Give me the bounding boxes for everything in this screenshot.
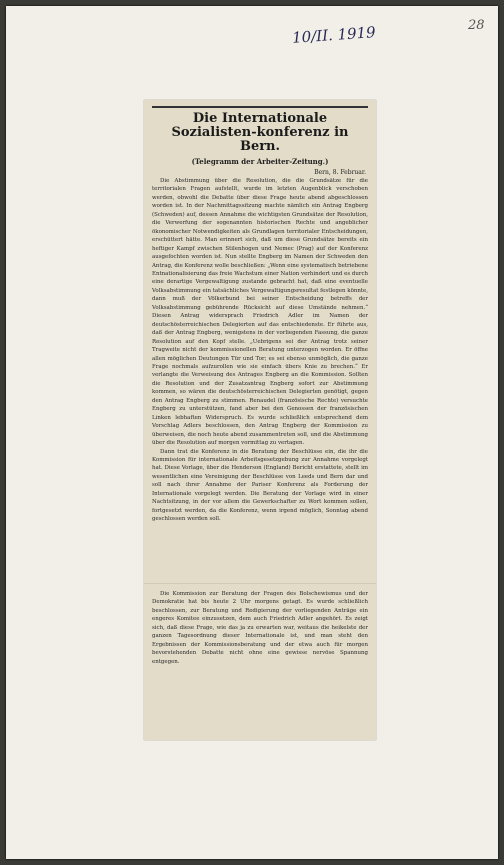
article-paragraph: Dann trat die Konferenz in die Beratung der Beschlüsse ein, die ihr die Kommission für internationale Arbeitsgesetzgebung zur Annahme vorgelegt hat. Diese Vorlage, über die Henderson (England) Bericht erstattete, stellt im wesentlichen eine Vereinigung der Beschlüsse von Leeds und Bern dar und soll nach ihrer Annahme der Pariser Konferenz als Forderung der Internationale vorgelegt werden. Die Beratung der Vorlage wird in einer Nachtsitzung, in der vor allem die Gewerkschafter zu Wort kommen sollen, fortgesetzt werden, da die Konferenz, wenn irgend möglich, Sonntag abend geschlossen werden soll.	[152, 448, 368, 523]
newspaper-clipping-main	[144, 100, 376, 584]
article-paragraph: Die Abstimmung über die Resolution, die die Grundsätze für die territorialen Fragen aufstellt, wurde im letzten Augenblick verschoben werden, obwohl die Debatte über diese Frage heute abend abgeschlossen worden ist. In der Nachmittagssitzung machte nämlich ein Antrag Engberg (Schweden) auf, dessen Annahme die wichtigsten Grundsätze der Resolution, die Verwerfung der sogenannten historischen Rechte und angeblicher ökonomischer Notwendigkeiten als Grundlagen territorialer Entscheidungen, erschüttert hätte. Man erinnert sich, daß um diese Grundsätze bereits ein heftiger Kampf zwischen Stilenhogen und Nemec (Prag) auf der Konferenz ausgefochten worden ist. Nun stellte Engberg im Namen der Schweden den Antrag, die Konferenz wolle beschließen: „Wenn eine systematisch betriebene Entnationalisierung das freie Wachstum einer Nation verhindert und es durch eine derartige Vergewaltigung zustande gebracht hat, daß eine eventuelle Volksabstimmung ein tatsächliches Vergewaltigungsresultat festlegen könnte, dann muß der Völkerbund bei seiner Entscheidung betreffs der Volksabstimmung gebührende Rücksicht auf diese Umstände nehmen.“ Diesen Antrag widersprach Friedrich Adler im Namen der deutschösterreichischen Delegierten auf das entschiedenste. Er führte aus, daß der Antrag Engberg, wenigstens in der vorliegenden Fassung, die ganze Resolution auf den Kopf stelle. „Uebrigens sei der Antrag trotz seiner Tragweite nicht der kommissionellen Beratung unterzogen worden. Er öffne allen möglichen Deutungen Tür und Tor; es sei ebenso unmöglich, die ganze Frage nochmals aufzurollen wie sie einfach übers Knie zu brechen.“ Er verlangte die Verweisung des Antrages Engberg an die Kommission. Sollten die Resolution und der Zusatzantrag Engberg sofort zur Abstimmung kommen, so wären die deutschösterreichischen Delegierten genötigt, gegen den Antrag Engberg zu stimmen. Renaudel (französische Rechte) versuchte Engberg zu unterstützen, fand aber bei den Genossen der französischen Linken lebhaften Widerspruch. Es wurde schließlich entsprechend dem Vorschlag Adlers beschlossen, den Antrag Engberg der Kommission zu überweisen, die noch heute abend zusammentreten soll, und die Abstimmung über die Resolution auf morgen vormittag zu vertagen.	[152, 178, 368, 447]
archive-sheet	[6, 6, 498, 859]
article-body	[152, 177, 368, 524]
newspaper-clipping-second	[144, 584, 376, 740]
handwritten-date: 10/II. 1919	[291, 23, 377, 47]
article-subhead: (Telegramm der Arbeiter-Zeitung.)	[191, 157, 329, 166]
article-paragraph: Die Kommission zur Beratung der Fragen des Bolschewismus und der Demokratie hat bis heute 2 Uhr morgens getagt. Es wurde schließlich beschlossen, zur Beratung und Redigierung der vorliegenden Anträge ein engeres Komitee einzusetzen, dem auch Friedrich Adler angehört. Es zeigt sich, daß diese Frage, wie das ja zu erwarten war, weitaus die heikelste der ganzen Tagesordnung dieser Internationale ist, und man steht den Ergebnissen der Kommissionsberatung und der etwa auch für morgen bevorstehenden Debatte nicht ohne eine gewisse nervöse Spannung entgegen.	[152, 591, 368, 665]
article-body-second	[152, 590, 368, 666]
article-dateline: Bern, 8. Februar.	[314, 169, 366, 176]
page-number: 28	[468, 18, 485, 33]
article-headline: Die Internationale Sozialisten-konferenz in Bern.	[152, 106, 368, 154]
